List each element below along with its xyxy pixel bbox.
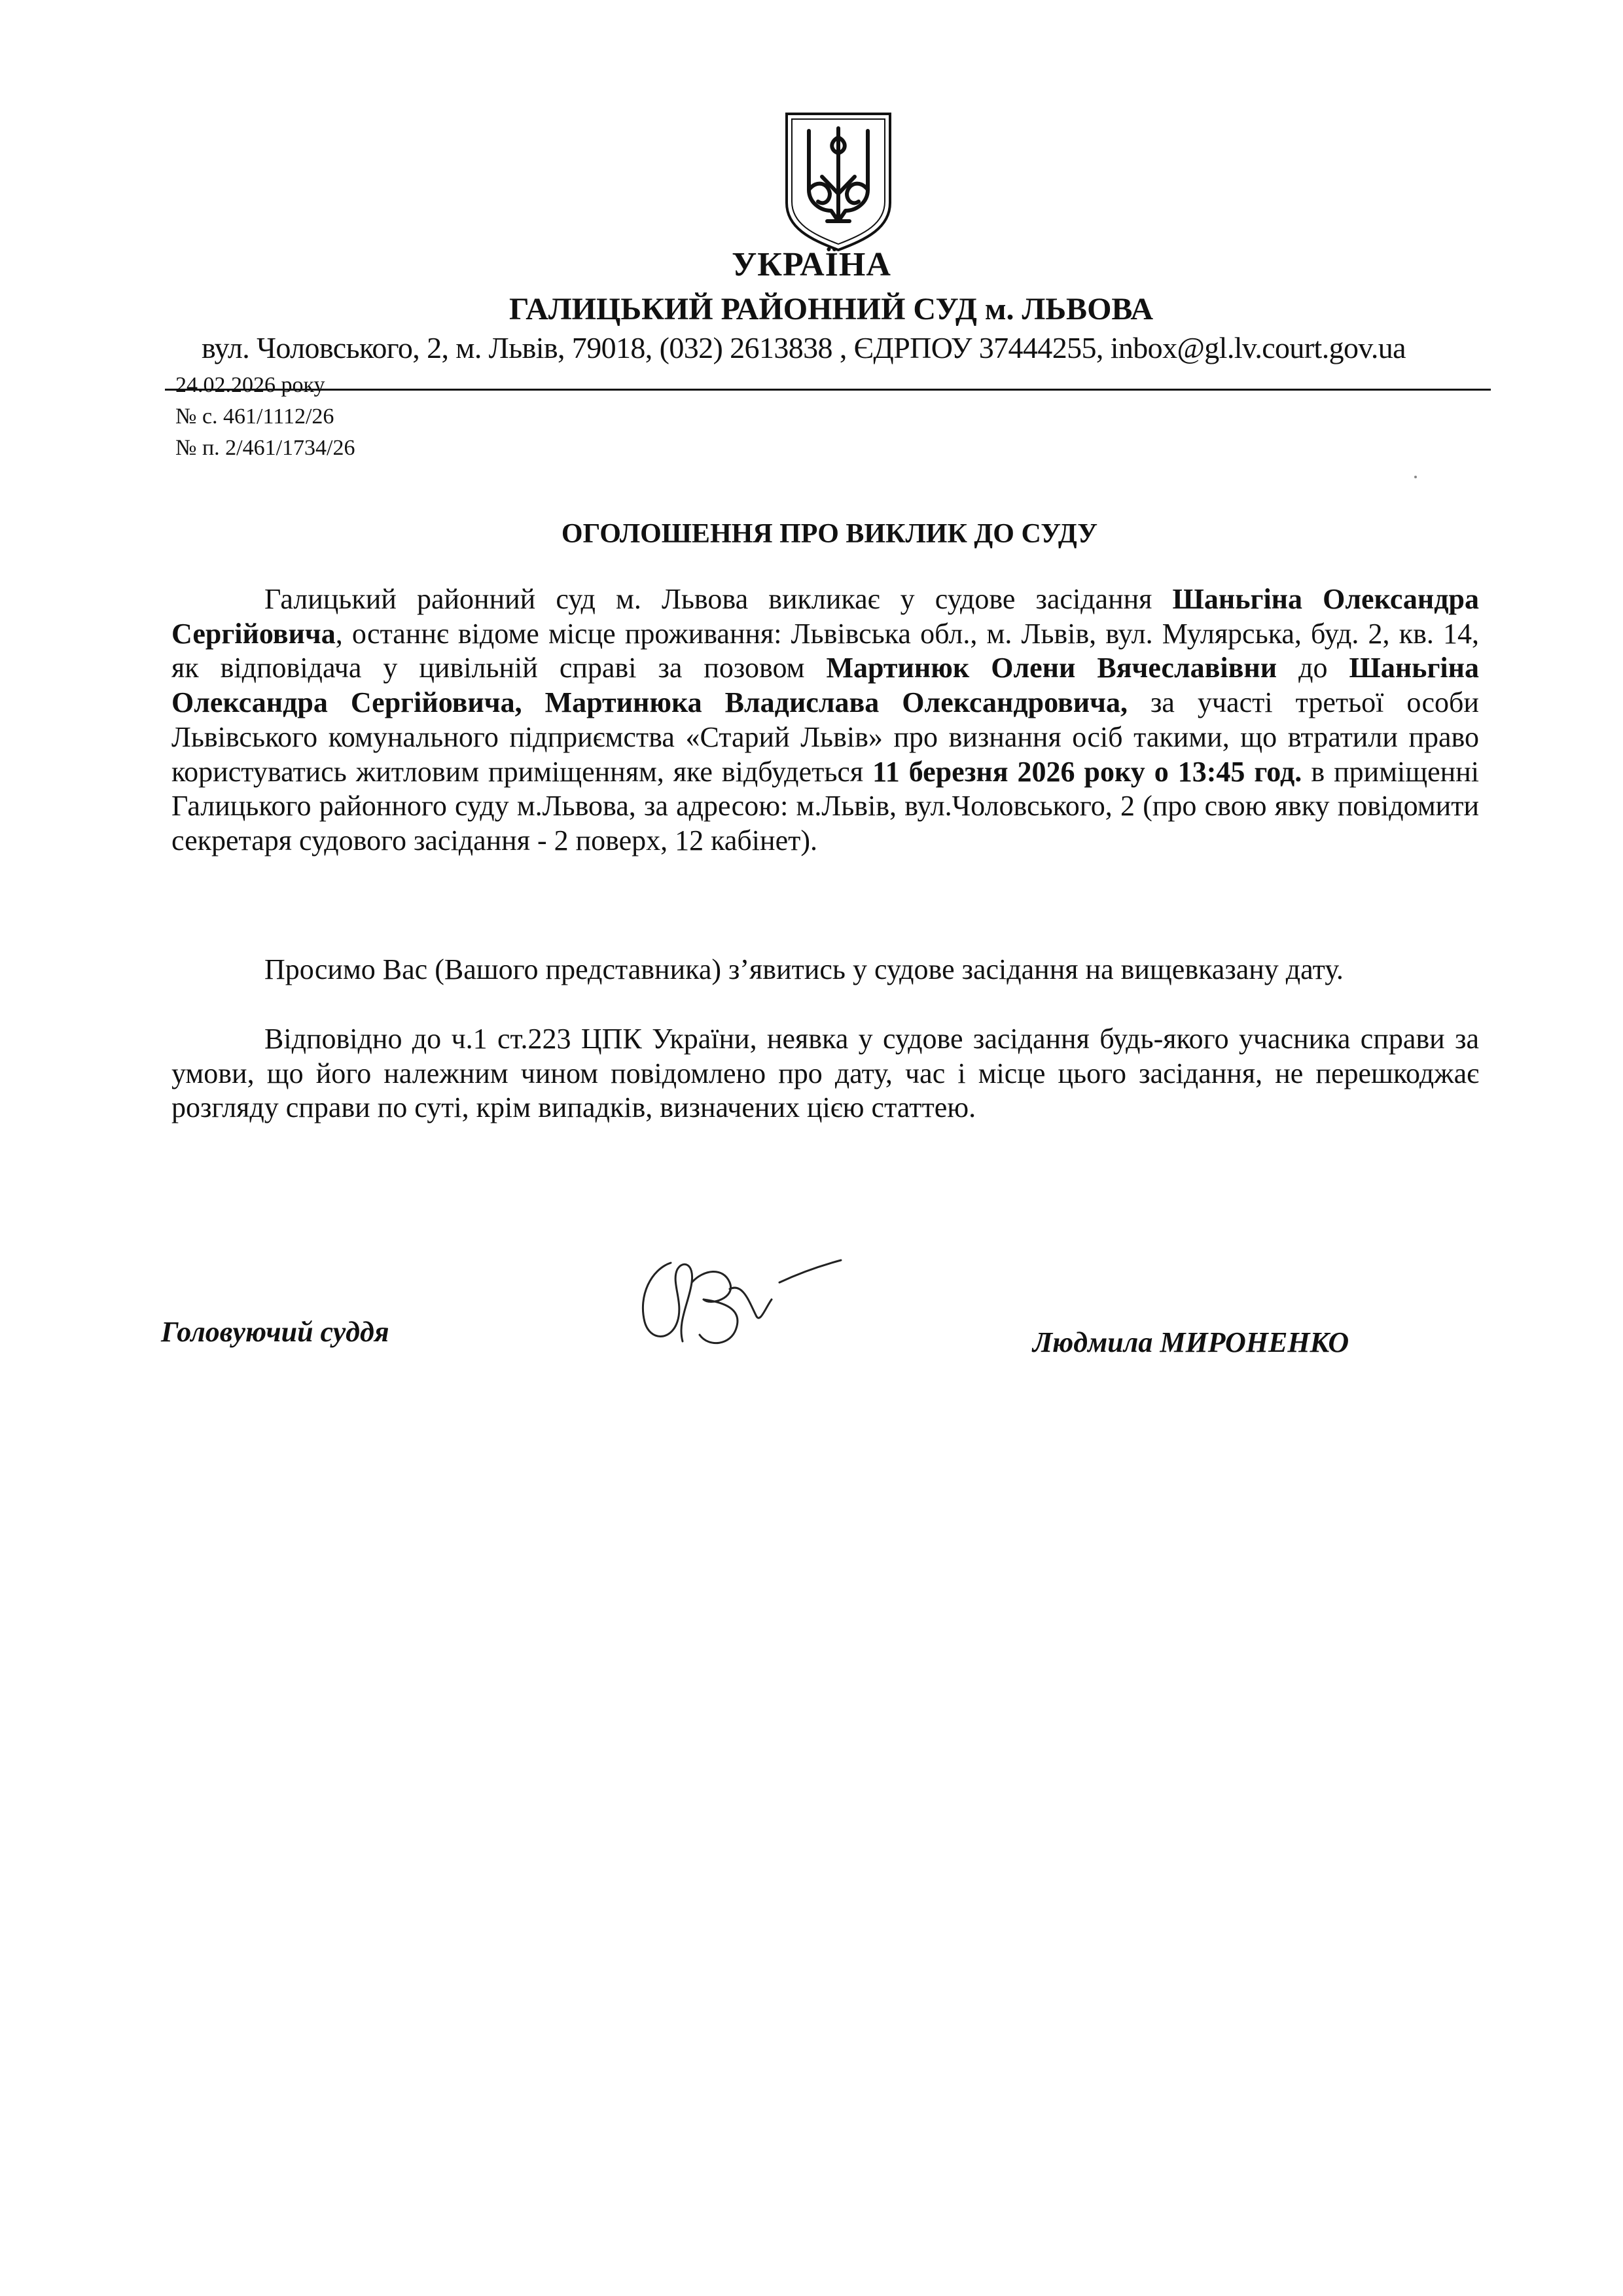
plaintiff-name: Мартинюк Олени Вячеславівни xyxy=(826,652,1277,684)
text-segment: в приміщенні Галицького районного суду м.Львова, за адресою: м.Львів, вул.Чоловського, 2 (про свою явку повідомити секретаря судового засідання - 2 поверх, 12 кабінет). xyxy=(171,755,1479,857)
proceeding-number: № п. 2/461/1734/26 xyxy=(175,436,355,460)
signatory-name: Людмила МИРОНЕНКО xyxy=(1033,1326,1349,1358)
hearing-datetime: 11 березня 2026 року о 13:45 год. xyxy=(872,755,1302,788)
text-segment: за участі третьої особи Львівського комунального підприємства «Старий Львів» про визнання осіб такими, що втратили право користуватись житловим приміщенням, яке відбудеться xyxy=(171,686,1479,788)
request-paragraph: Просимо Вас (Вашого представника) з’явитись у судове засідання на вищевказану дату. xyxy=(264,953,1344,985)
ukraine-trident-emblem xyxy=(783,111,894,252)
scan-speck xyxy=(1414,476,1417,478)
document-title: ОГОЛОШЕННЯ ПРО ВИКЛИК ДО СУДУ xyxy=(561,519,1098,549)
text-segment: до xyxy=(1277,652,1349,684)
country-name: УКРАЇНА xyxy=(732,246,891,283)
document-date: 24.02.2026 року xyxy=(175,373,325,397)
header-divider xyxy=(165,389,1491,391)
text-segment: , останнє відоме місце проживання: Львівська обл., м. Львів, вул. Мулярська, буд. 2, кв. 14, як відповідача у цивільній справі за позовом xyxy=(171,617,1479,684)
handwritten-signature xyxy=(632,1243,867,1368)
court-name: ГАЛИЦЬКИЙ РАЙОННИЙ СУД м. ЛЬВОВА xyxy=(508,292,1154,327)
defendant-name: Шаньгіна Олександра Сергійовича xyxy=(171,583,1479,650)
text-segment: Галицький районний суд м. Львова викликає у судове засідання xyxy=(264,583,1173,615)
signatory-role: Головуючий суддя xyxy=(161,1316,389,1348)
legal-notice-paragraph: Відповідно до ч.1 ст.223 ЦПК України, неявка у судове засідання будь-якого учасника справи за умови, що його належним чином повідомлено про дату, час і місце цього засідання, не перешкоджає розгляду справи по суті, крім випадків, визначених цією статтею. xyxy=(171,1023,1479,1124)
defendants-list: Шаньгіна Олександра Сергійовича, Мартинюка Владислава Олександровича, xyxy=(171,652,1479,719)
court-address: вул. Чоловського, 2, м. Львів, 79018, (032) 2613838 , ЄДРПОУ 37444255, inbox@gl.lv.court.gov.ua xyxy=(202,331,1406,364)
case-number: № с. 461/1112/26 xyxy=(175,404,334,429)
summons-paragraph xyxy=(171,582,1479,858)
